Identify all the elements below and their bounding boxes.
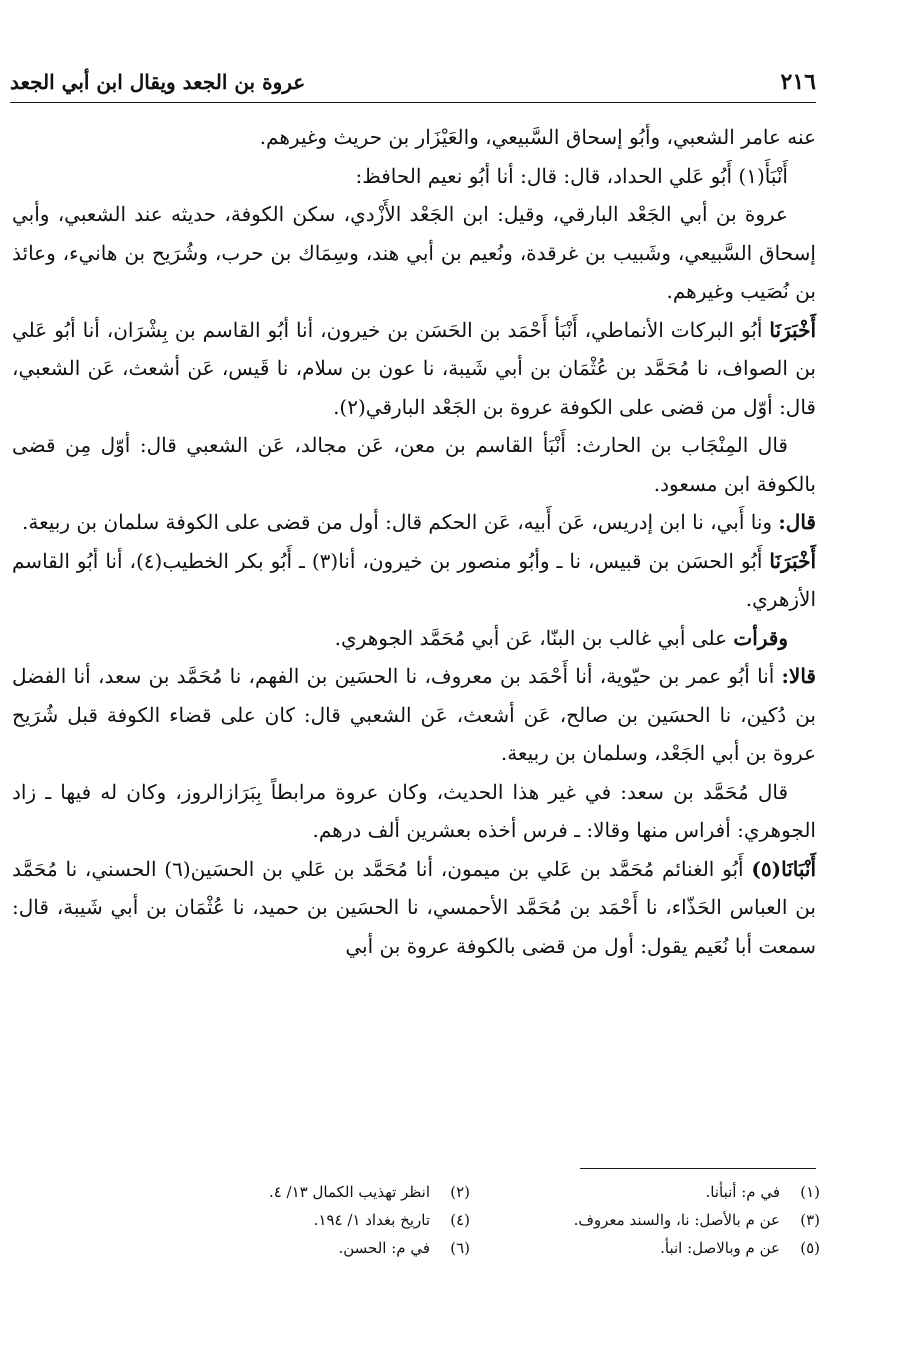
footnote: (٤) تاريخ بغداد ١/ ١٩٤. [313,1211,470,1229]
paragraph: قالا: أنا أبُو عمر بن حيّوية، أنا أَحْمَد بن معروف، نا الحسَين بن الفهم، نا مُحَمَّد بن سعد، أنا الفضل بن دُكين، نا الحسَين بن صالح، عَن أشعث، عَن الشعبي قال: كان على قضاء الكوفة قبل شُرَيح عروة بن أبي الجَعْد، وسلمان بن ربيعة. [12,664,816,765]
paragraph: قال: ونا أَبي، نا ابن إدريس، عَن أَبيه، عَن الحكم قال: أول من قضى على الكوفة سلمان بن ربيعة. [21,510,816,534]
footnote: (٥) عن م وبالاصل: انبأ. [660,1239,820,1257]
footnote: (٢) انظر تهذيب الكمال ١٣/ ٤. [268,1183,470,1201]
main-text [12,118,816,965]
paragraph: أَخْبَرَنَا أَبُو الحسَن بن قبيس، نا ـ وأبُو منصور بن خيرون، أنا(٣) ـ أَبُو بكر الخطيب(٤)، أنا أبُو القاسم الأزهري. [12,548,816,611]
page-number: ٢١٦ [780,69,816,95]
footnotes [120,1180,820,1260]
paragraph: عنه عامر الشعبي، وأبُو إسحاق السَّبيعي، والعَيْزَار بن حريث وغيرهم. [259,125,816,149]
footnote: (٦) في م: الحسن. [338,1239,470,1257]
paragraph: أَنْبَانَا(٥) أَبُو الغنائم مُحَمَّد بن عَلي بن ميمون، أنا مُحَمَّد بن عَلي بن الحسَين(٦) الحسني، نا مُحَمَّد بن العباس الحَذّاء، نا أَحْمَد بن مُحَمَّد الأحمسي، نا الحسَين بن حميد، نا عُثْمَان بن أبي شَيبة، قال: سمعت أبا نُعَيم يقول: أول من قضى بالكوفة عروة بن أبي [12,856,817,958]
paragraph: عروة بن أبي الجَعْد البارقي، وقيل: ابن الجَعْد الأَزْدي، سكن الكوفة، حديثه عند الشعبي، وأبي إسحاق السَّبيعي، وشَبيب بن غرقدة، ونُعيم بن أبي هند، وسِمَاك بن حرب، وشُرَيح بن هانيء، وعائذ بن نُصَيب وغيرهم. [12,202,816,303]
footnote-divider [580,1168,816,1169]
paragraph: وقرأت على أبي غالب بن البنّا، عَن أبي مُحَمَّد الجوهري. [334,625,788,650]
footnote: (٣) عن م بالأصل: نا، والسند معروف. [573,1211,820,1229]
page-header [10,62,816,103]
paragraph: قال مُحَمَّد بن سعد: في غير هذا الحديث، وكان عروة مرابطاً بِبَرَازالروز، وكان له فيها ـ زاد الجوهري: أفراس منها وقالا: ـ فرس أخذه بعشرين ألف درهم. [12,779,816,842]
footnote: (١) في م: أنبأنا. [705,1183,820,1201]
running-title: عروة بن الجعد ويقال ابن أبي الجعد [10,70,306,94]
paragraph: أَنْبَأَ(١) أَبُو عَلي الحداد، قال: قال: أنا أبُو نعيم الحافظ: [355,163,788,188]
paragraph: أَخْبَرَنَا أبُو البركات الأنماطي، أَنْبَأ أَحْمَد بن الحَسَن بن خيرون، أنا أبُو القاسم بن بِشْرَان، أنا أبُو عَلي بن الصواف، نا مُحَمَّد بن عُثْمَان بن أبي شَيبة، نا عون بن سلام، نا قَيس، عَن أشعث، عَن الشعبي، قال: أوّل من قضى على الكوفة عروة بن الجَعْد البارقي(٢). [12,317,817,419]
paragraph: قال المِنْجَاب بن الحارث: أَنْبَأ القاسم بن معن، عَن مجالد، عَن الشعبي قال: أوّل مِن قضى بالكوفة ابن مسعود. [12,433,816,496]
